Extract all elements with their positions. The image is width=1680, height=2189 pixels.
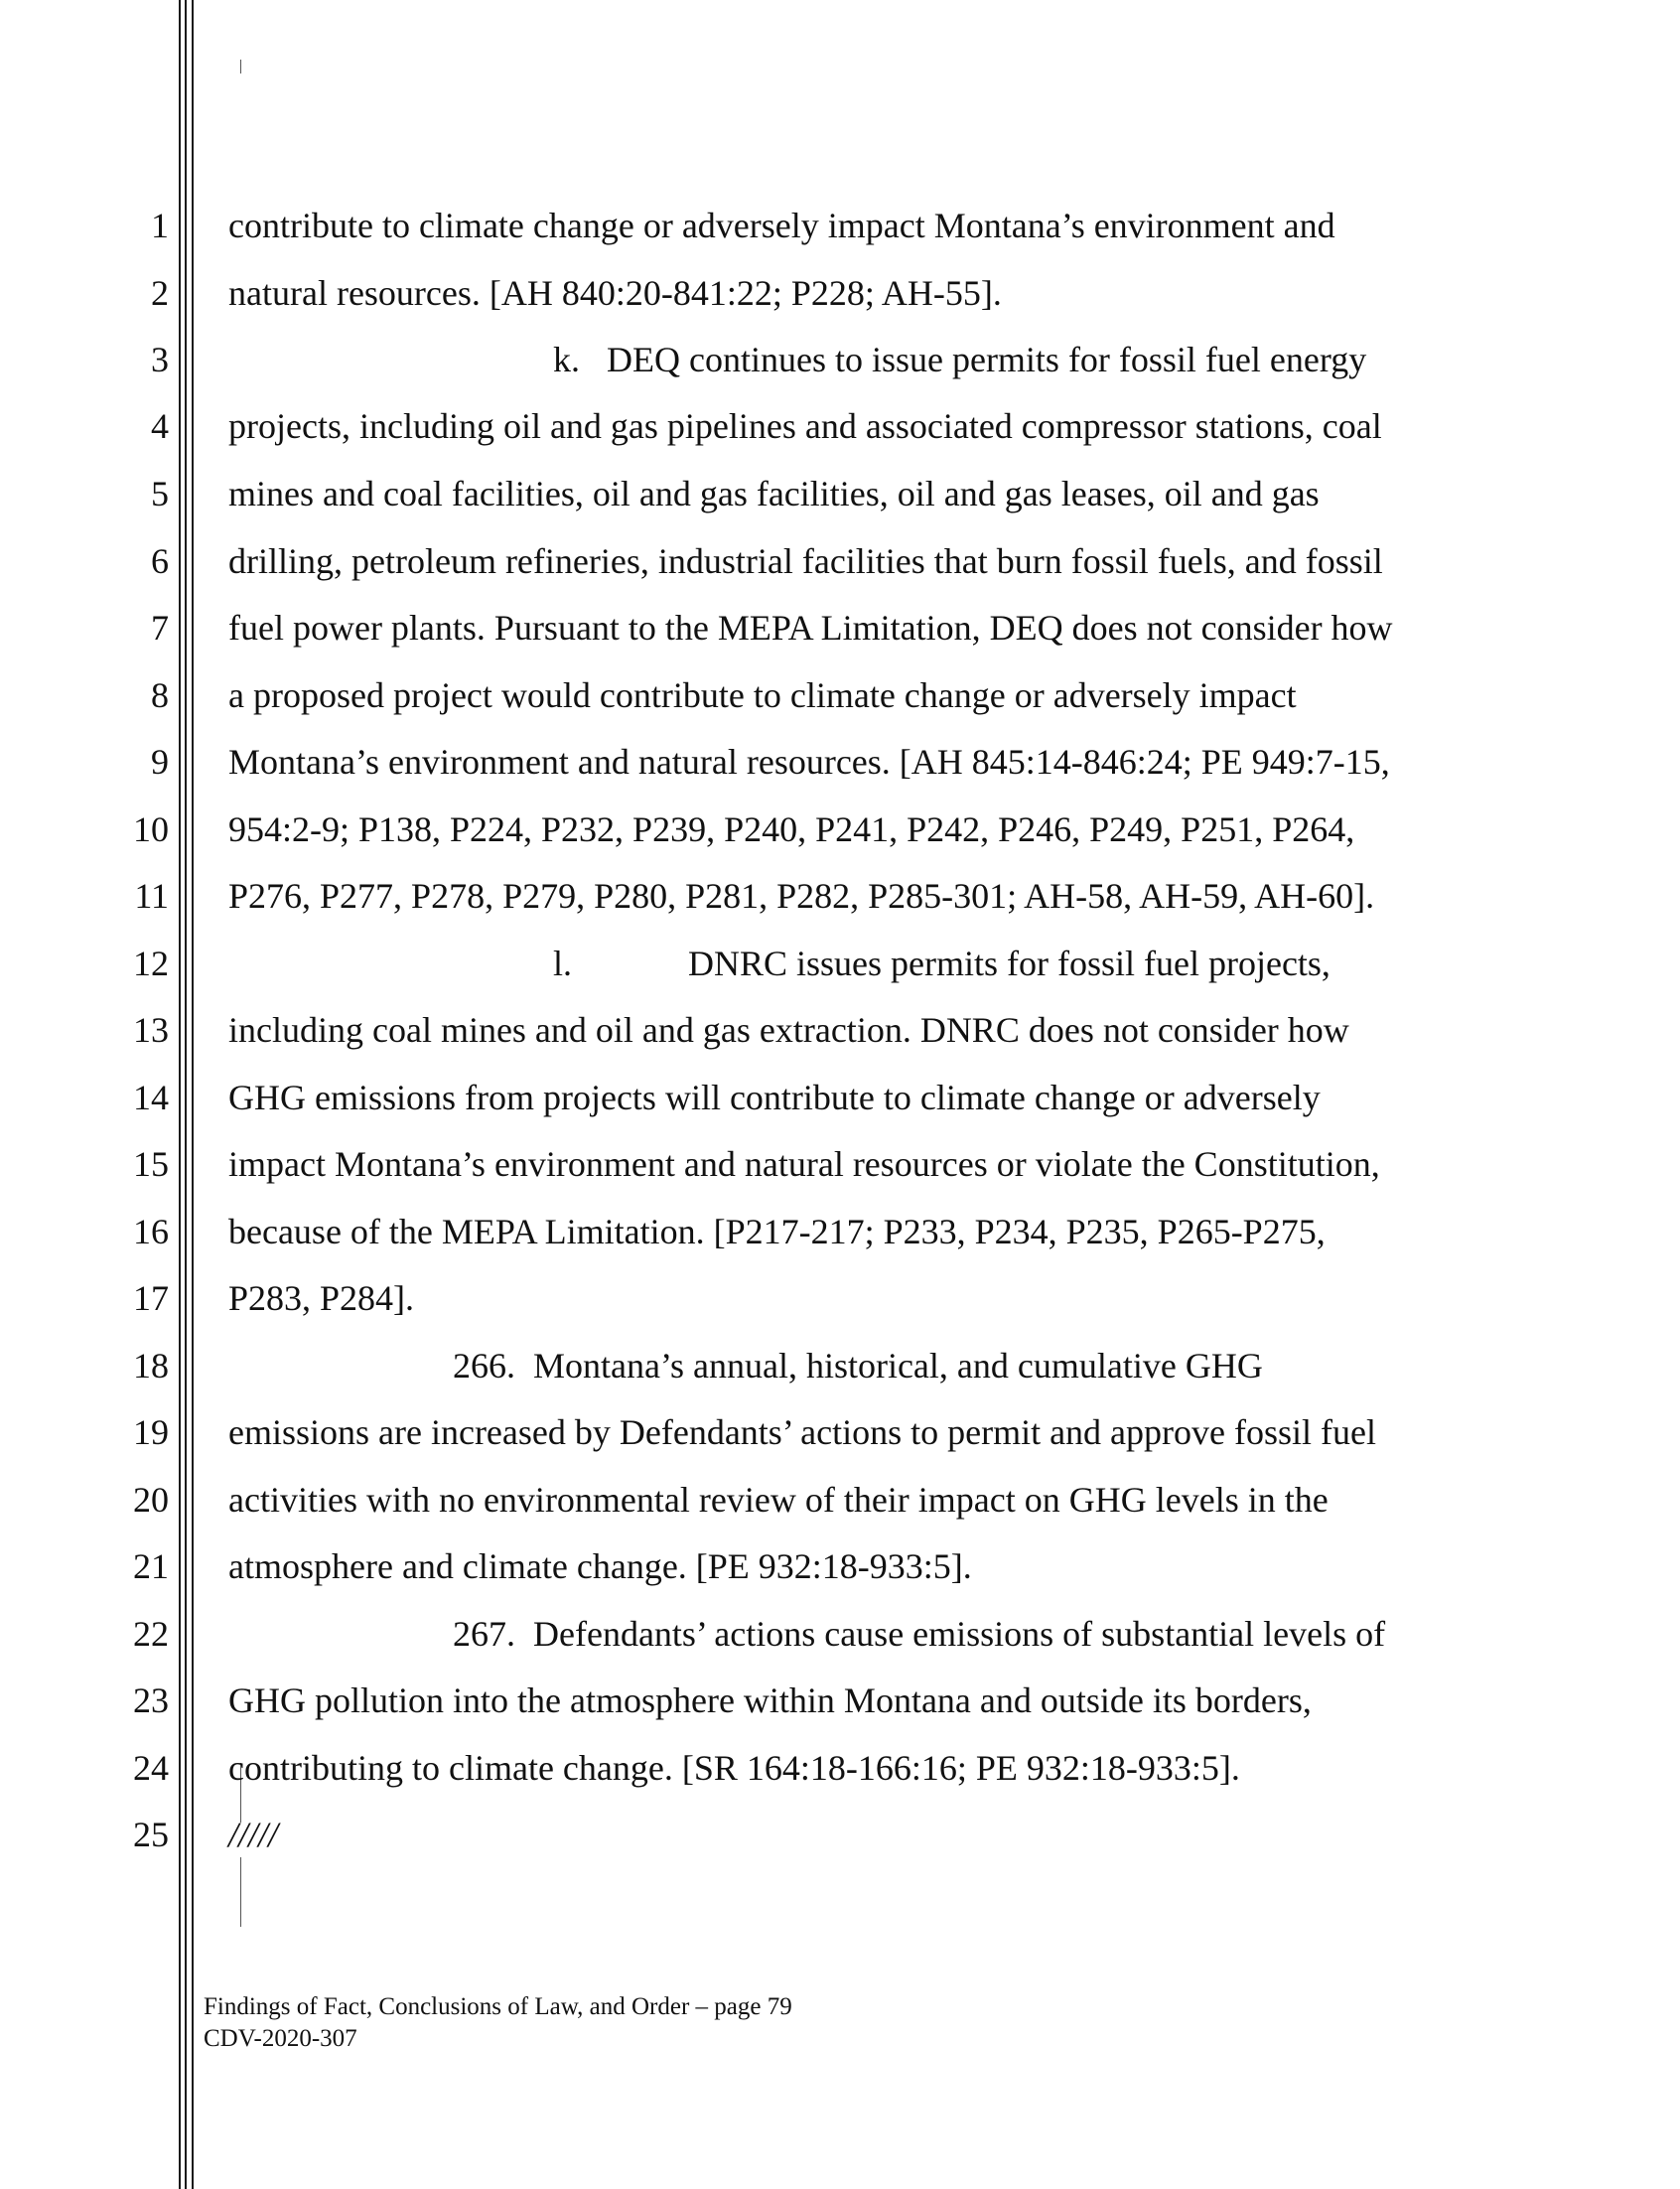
body-line: fuel power plants. Pursuant to the MEPA Limitation, DEQ does not consider how xyxy=(228,608,1393,648)
body-line: because of the MEPA Limitation. [P217-217; P233, P234, P235, P265-P275, xyxy=(228,1212,1326,1251)
line-number: 6 xyxy=(151,541,169,581)
continuation-slashes: ///// xyxy=(228,1815,279,1854)
body-line: impact Montana’s environment and natural resources or violate the Constitution, xyxy=(228,1144,1380,1184)
line-number: 24 xyxy=(133,1748,169,1788)
body-line: projects, including oil and gas pipelines and associated compressor stations, coal xyxy=(228,406,1382,446)
line-number: 15 xyxy=(133,1144,169,1184)
line-number: 4 xyxy=(151,406,169,446)
line-number: 5 xyxy=(151,474,169,513)
body-line: including coal mines and oil and gas extraction. DNRC does not consider how xyxy=(228,1010,1349,1050)
body-line: 954:2-9; P138, P224, P232, P239, P240, P241, P242, P246, P249, P251, P264, xyxy=(228,809,1355,849)
body-line: activities with no environmental review of their impact on GHG levels in the xyxy=(228,1480,1329,1520)
line-number: 10 xyxy=(133,809,169,849)
scan-mark xyxy=(240,1857,241,1927)
scan-mark xyxy=(240,60,241,73)
line-number: 25 xyxy=(133,1815,169,1854)
body-line: a proposed project would contribute to climate change or adversely impact xyxy=(228,675,1297,715)
body-line: atmosphere and climate change. [PE 932:18-933:5]. xyxy=(228,1546,972,1586)
footer-title: Findings of Fact, Conclusions of Law, and Order – page 79 xyxy=(204,1993,792,2020)
paragraph-267-start: 267. Defendants’ actions cause emissions of substantial levels of xyxy=(453,1614,1386,1654)
line-number: 18 xyxy=(133,1346,169,1386)
paragraph-l-start: l. DNRC issues permits for fossil fuel projects, xyxy=(553,944,1330,983)
body-line: contributing to climate change. [SR 164:18-166:16; PE 932:18-933:5]. xyxy=(228,1748,1240,1788)
line-number: 13 xyxy=(133,1010,169,1050)
body-line: GHG emissions from projects will contribute to climate change or adversely xyxy=(228,1078,1321,1117)
line-number: 21 xyxy=(133,1546,169,1586)
line-number: 3 xyxy=(151,340,169,379)
body-line: Montana’s environment and natural resources. [AH 845:14-846:24; PE 949:7-15, xyxy=(228,742,1390,782)
body-line: emissions are increased by Defendants’ actions to permit and approve fossil fuel xyxy=(228,1412,1376,1452)
line-number: 17 xyxy=(133,1278,169,1318)
body-line: natural resources. [AH 840:20-841:22; P228; AH-55]. xyxy=(228,273,1002,313)
body-line: P276, P277, P278, P279, P280, P281, P282, P285-301; AH-58, AH-59, AH-60]. xyxy=(228,876,1375,916)
body-line: contribute to climate change or adversely impact Montana’s environment and xyxy=(228,206,1335,245)
line-number: 20 xyxy=(133,1480,169,1520)
line-number: 16 xyxy=(133,1212,169,1251)
line-number: 12 xyxy=(133,944,169,983)
line-number: 8 xyxy=(151,675,169,715)
paragraph-266-start: 266. Montana’s annual, historical, and cumulative GHG xyxy=(453,1346,1263,1386)
body-line: P283, P284]. xyxy=(228,1278,415,1318)
body-line: drilling, petroleum refineries, industrial facilities that burn fossil fuels, and fossil xyxy=(228,541,1383,581)
line-number: 22 xyxy=(133,1614,169,1654)
line-number: 9 xyxy=(151,742,169,782)
body-line: GHG pollution into the atmosphere within Montana and outside its borders, xyxy=(228,1680,1312,1720)
margin-rule xyxy=(185,0,187,2189)
line-number: 14 xyxy=(133,1078,169,1117)
body-line: mines and coal facilities, oil and gas facilities, oil and gas leases, oil and gas xyxy=(228,474,1320,513)
footer-case-number: CDV-2020-307 xyxy=(204,2025,357,2052)
line-number: 1 xyxy=(151,206,169,245)
paragraph-k-start: k. DEQ continues to issue permits for fossil fuel energy xyxy=(553,340,1367,379)
margin-rule xyxy=(192,0,194,2189)
line-number: 7 xyxy=(151,608,169,648)
line-number: 2 xyxy=(151,273,169,313)
line-number: 11 xyxy=(134,876,169,916)
line-number: 23 xyxy=(133,1680,169,1720)
line-number: 19 xyxy=(133,1412,169,1452)
margin-rule xyxy=(179,0,181,2189)
